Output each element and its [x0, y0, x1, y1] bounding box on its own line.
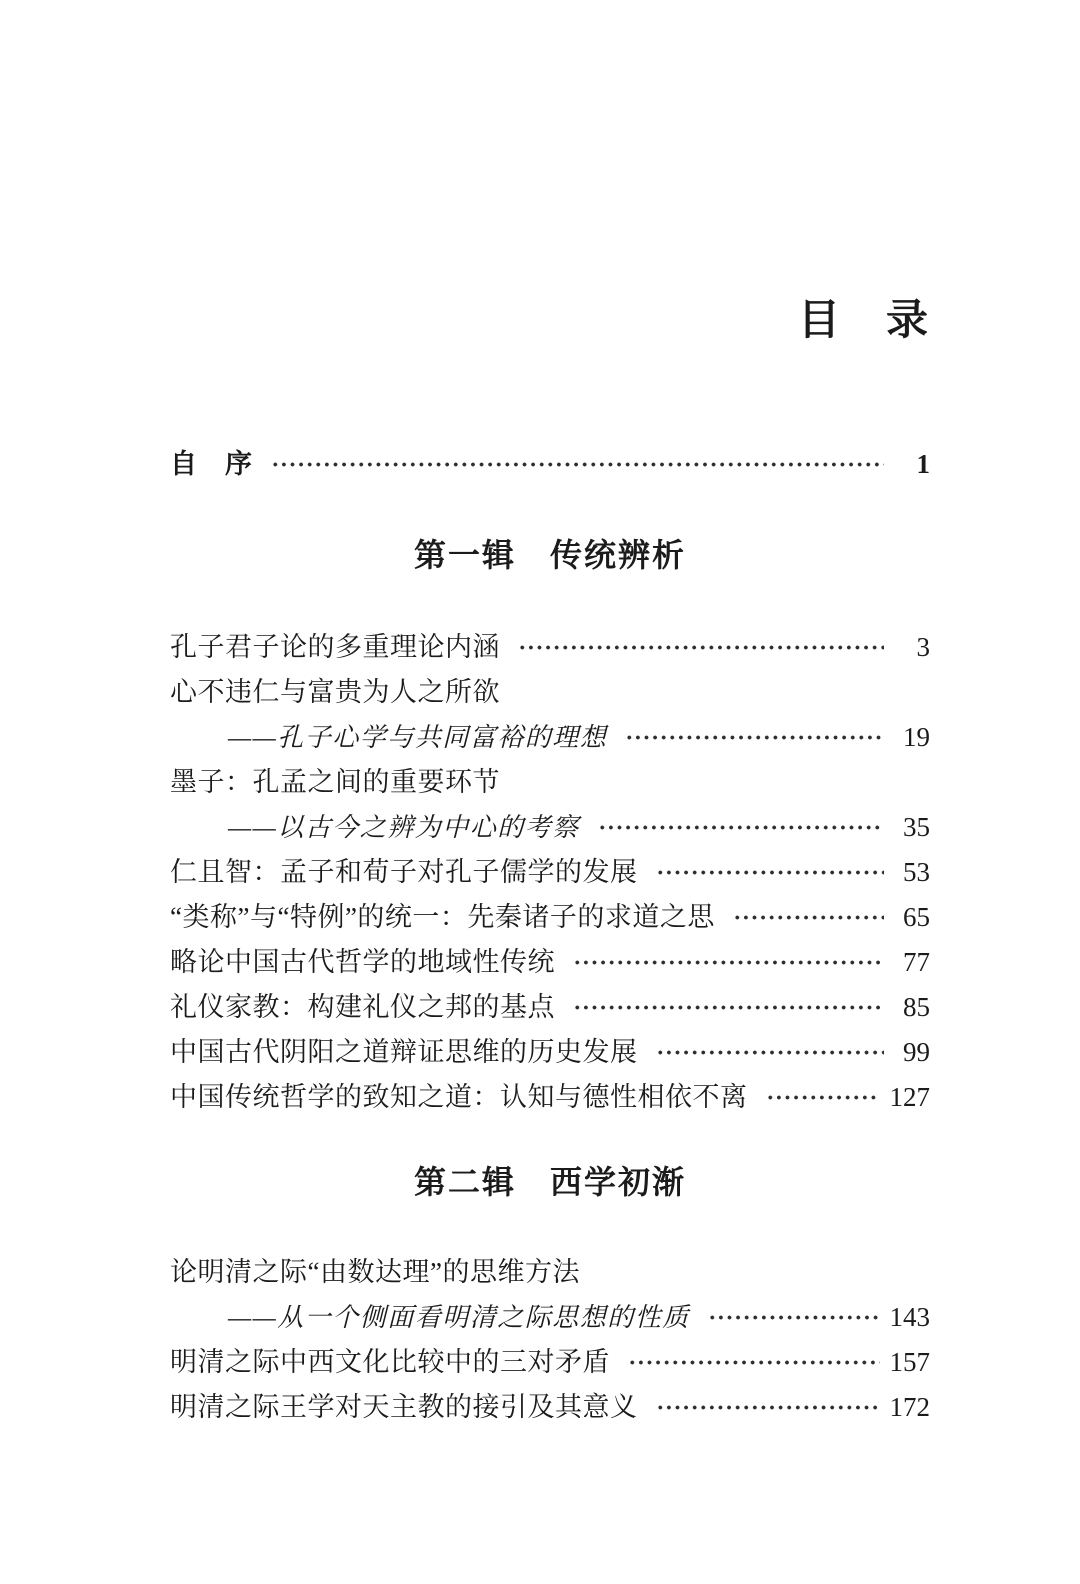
- page-number: 127: [889, 1082, 930, 1112]
- toc-entry: [170, 760, 930, 850]
- page-number: 35: [903, 812, 930, 842]
- dot-leader: [625, 715, 884, 760]
- page-number: 143: [889, 1302, 930, 1332]
- entry-title: 明清之际王学对天主教的接引及其意义: [170, 1392, 638, 1422]
- toc-entry: [170, 1250, 930, 1340]
- dot-leader: [573, 940, 884, 985]
- page-number: 77: [903, 947, 930, 977]
- entry-title: 略论中国古代哲学的地域性传统: [170, 947, 555, 977]
- dot-leader: [628, 1340, 880, 1385]
- page-number: 65: [903, 902, 930, 932]
- entry-title: “类称”与“特例”的统一：先秦诸子的求道之思: [170, 902, 715, 932]
- dot-leader: [598, 805, 884, 850]
- entry-title: 孔子君子论的多重理论内涵: [170, 632, 500, 662]
- page-title: 目 录: [797, 298, 930, 344]
- toc-entry: [170, 1075, 930, 1120]
- dot-leader: [733, 895, 884, 940]
- entry-subtitle: ——孔子心学与共同富裕的理想: [228, 723, 608, 752]
- toc-entry: [170, 1340, 930, 1385]
- toc-entry: [170, 895, 930, 940]
- page-number: 157: [889, 1347, 930, 1377]
- page-number: 172: [889, 1392, 930, 1422]
- entry-title: 仁且智：孟子和荀子对孔子儒学的发展: [170, 857, 638, 887]
- entry-title: 明清之际中西文化比较中的三对矛盾: [170, 1347, 610, 1377]
- entry-title: 心不违仁与富贵为人之所欲: [170, 677, 500, 707]
- page-number: 1: [916, 449, 930, 479]
- dot-leader: [656, 850, 885, 895]
- toc-entry: [170, 670, 930, 760]
- dot-leader: [518, 625, 884, 670]
- entry-title-line: [170, 670, 930, 715]
- page-number: 85: [903, 992, 930, 1022]
- entry-subtitle-line: [170, 715, 930, 760]
- entry-title: 中国古代阴阳之道辩证思维的历史发展: [170, 1037, 638, 1067]
- entry-title: 中国传统哲学的致知之道：认知与德性相依不离: [170, 1082, 748, 1112]
- section-heading-1: 第一辑 传统辨析: [413, 537, 686, 573]
- toc-entry: [170, 625, 930, 670]
- toc-entry: [170, 1385, 930, 1430]
- entry-subtitle: ——以古今之辨为中心的考察: [228, 813, 580, 842]
- section-heading-2: 第二辑 西学初渐: [413, 1164, 686, 1200]
- entry-title-line: [170, 760, 930, 805]
- page-number: 3: [916, 632, 930, 662]
- section-2-entries: [170, 1250, 930, 1430]
- entry-subtitle-line: [170, 805, 930, 850]
- entry-title: 墨子：孔孟之间的重要环节: [170, 767, 500, 797]
- toc-entry: [170, 940, 930, 985]
- dot-leader: [271, 442, 885, 487]
- toc-entry: [170, 1030, 930, 1075]
- entry-subtitle: ——从一个侧面看明清之际思想的性质: [228, 1303, 690, 1332]
- toc-entry: [170, 985, 930, 1030]
- entry-title: 礼仪家教：构建礼仪之邦的基点: [170, 992, 555, 1022]
- preface-entry: [170, 442, 930, 487]
- dot-leader: [708, 1295, 880, 1340]
- dot-leader: [656, 1385, 880, 1430]
- section-1-entries: [170, 625, 930, 1120]
- entry-subtitle-line: [170, 1295, 930, 1340]
- dot-leader: [573, 985, 884, 1030]
- page-number: 53: [903, 857, 930, 887]
- entry-title-line: [170, 1250, 930, 1295]
- page-number: 19: [903, 722, 930, 752]
- dot-leader: [656, 1030, 885, 1075]
- entry-title: 论明清之际“由数达理”的思维方法: [170, 1257, 580, 1287]
- dot-leader: [766, 1075, 880, 1120]
- page-number: 99: [903, 1037, 930, 1067]
- preface-label: 自 序: [170, 449, 253, 479]
- toc-entry: [170, 850, 930, 895]
